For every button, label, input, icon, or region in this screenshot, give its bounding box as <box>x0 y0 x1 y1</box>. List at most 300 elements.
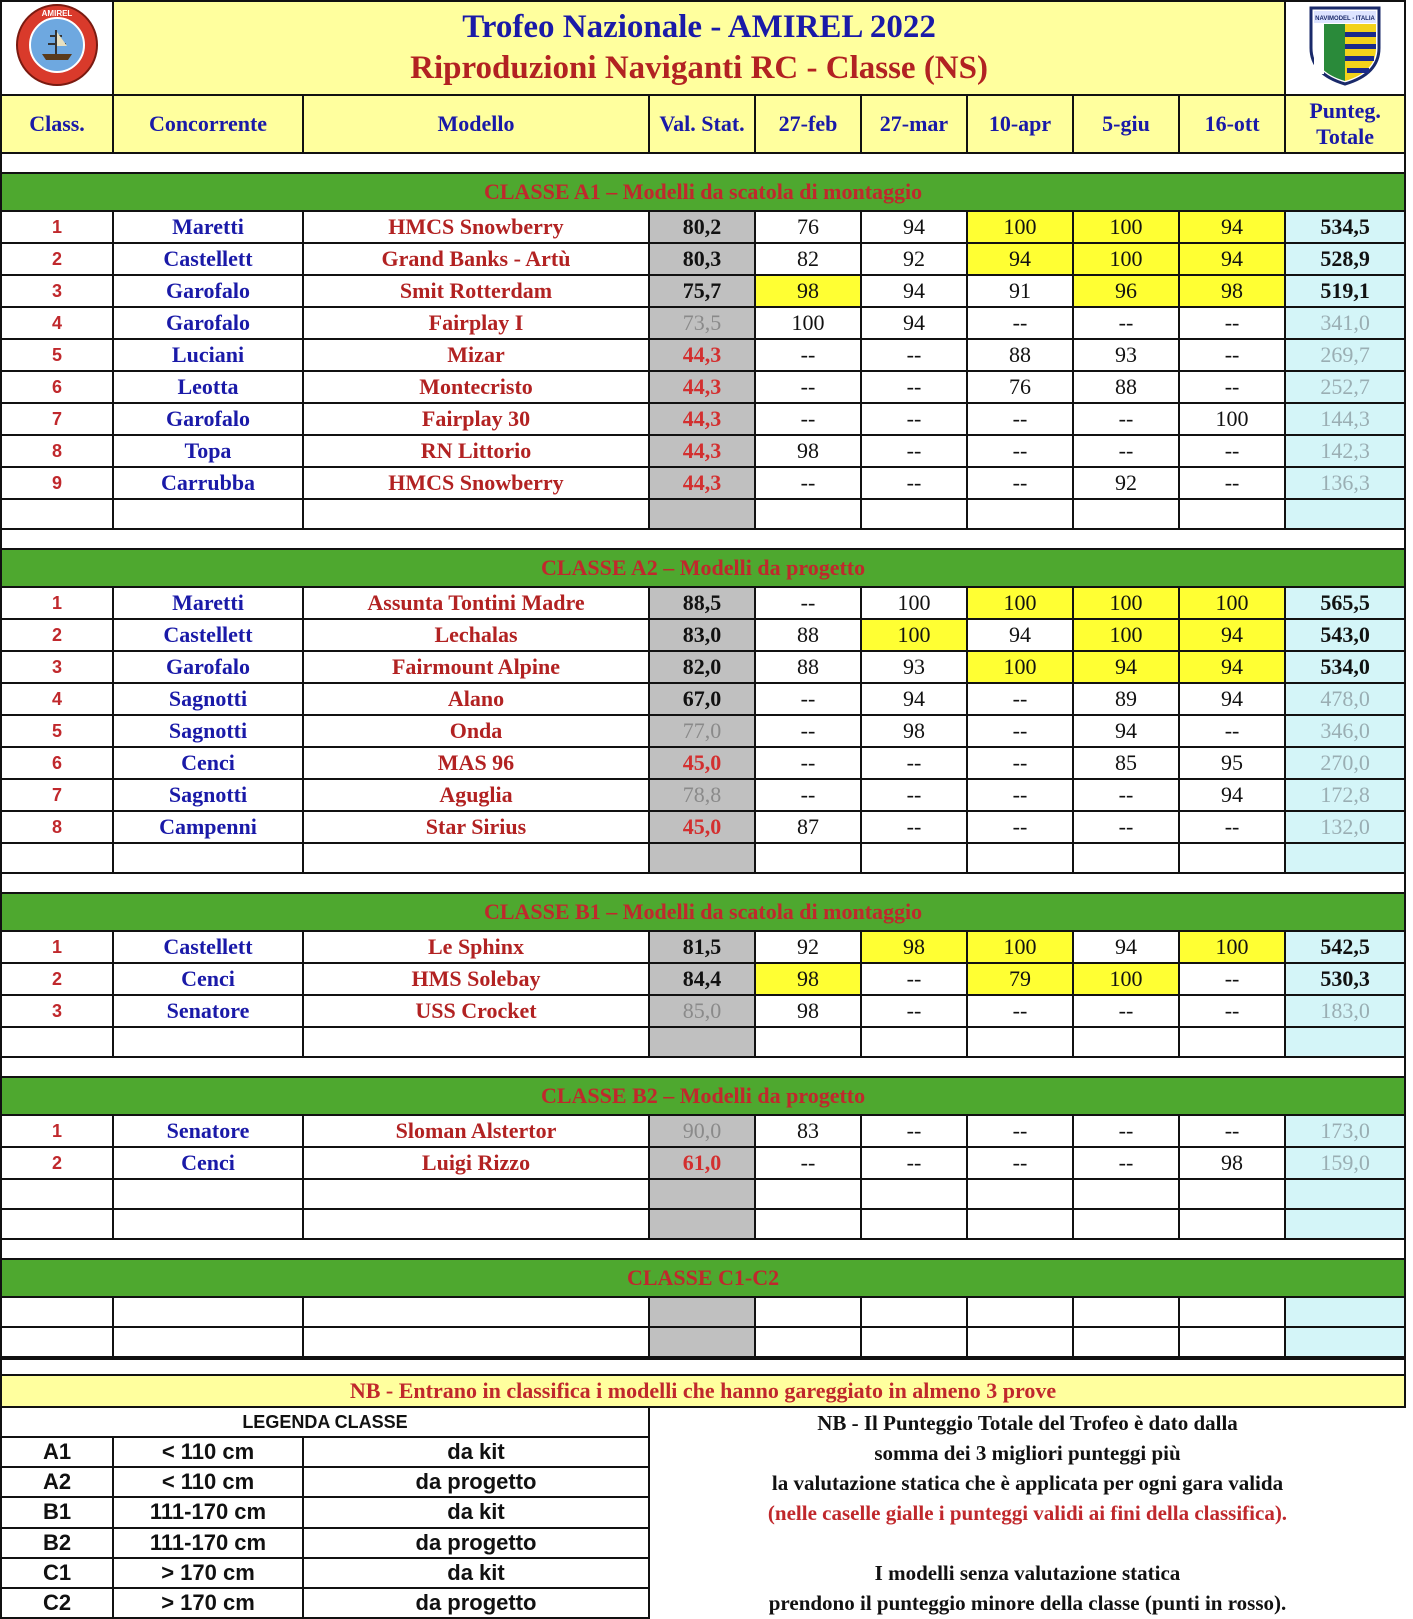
note-line: prendono il punteggio minore della classe (punti in rosso). <box>768 1591 1287 1615</box>
race-score-cell: -- <box>755 339 861 371</box>
empty-cell <box>1 843 113 873</box>
nb-banner: NB - Entrano in classifica i modelli che hanno gareggiato in almeno 3 prove <box>1 1375 1405 1407</box>
static-value-cell: 75,7 <box>649 275 755 307</box>
race-score-cell: -- <box>861 1115 967 1147</box>
race-score-cell: 96 <box>1073 275 1179 307</box>
race-score-cell: 100 <box>967 587 1073 619</box>
model-cell: Lechalas <box>303 619 649 651</box>
empty-cell <box>113 1209 303 1239</box>
legend-type: da progetto <box>303 1588 649 1618</box>
race-score-cell: -- <box>967 467 1073 499</box>
table-row <box>1 779 1405 811</box>
static-value-cell: 44,3 <box>649 435 755 467</box>
race-score-cell: 100 <box>861 619 967 651</box>
blank-row <box>1 1179 1405 1209</box>
blank-row <box>1 843 1405 873</box>
empty-cell <box>1 1179 113 1209</box>
empty-cell <box>861 1179 967 1209</box>
legend-class: C1 <box>1 1558 113 1588</box>
race-score-cell: 85 <box>1073 747 1179 779</box>
race-score-cell: 89 <box>1073 683 1179 715</box>
race-score-cell: -- <box>1179 339 1285 371</box>
race-score-cell: 94 <box>861 211 967 243</box>
empty-cell <box>1285 843 1405 873</box>
empty-cell <box>113 1179 303 1209</box>
race-score-cell: -- <box>967 435 1073 467</box>
section-gap <box>1 529 1405 549</box>
rank-cell: 2 <box>1 243 113 275</box>
empty-cell <box>1073 843 1179 873</box>
blank-row <box>1 1209 1405 1239</box>
empty-cell <box>861 1327 967 1357</box>
empty-cell <box>755 499 861 529</box>
race-score-cell: -- <box>861 747 967 779</box>
race-score-cell: -- <box>1073 995 1179 1027</box>
race-score-cell: -- <box>755 371 861 403</box>
total-score-cell: 159,0 <box>1285 1147 1405 1179</box>
competitor-cell: Castellett <box>113 931 303 963</box>
race-score-cell: -- <box>861 995 967 1027</box>
total-score-cell: 173,0 <box>1285 1115 1405 1147</box>
rank-cell: 6 <box>1 371 113 403</box>
legend-type: da kit <box>303 1437 649 1467</box>
static-value-cell: 80,2 <box>649 211 755 243</box>
rank-cell: 7 <box>1 779 113 811</box>
navimodel-text: NAVIMODEL - ITALIA <box>1315 16 1375 22</box>
empty-cell <box>755 843 861 873</box>
rank-cell: 1 <box>1 931 113 963</box>
empty-cell <box>861 1209 967 1239</box>
empty-cell <box>755 1209 861 1239</box>
total-score-cell: 565,5 <box>1285 587 1405 619</box>
static-value-cell: 88,5 <box>649 587 755 619</box>
race-score-cell: 94 <box>1179 619 1285 651</box>
competitor-cell: Cenci <box>113 1147 303 1179</box>
total-score-cell: 341,0 <box>1285 307 1405 339</box>
race-score-cell: 98 <box>1179 1147 1285 1179</box>
race-score-cell: -- <box>861 403 967 435</box>
legend-size: 111-170 cm <box>113 1497 303 1527</box>
race-score-cell: 100 <box>1179 403 1285 435</box>
rank-cell: 5 <box>1 715 113 747</box>
gap-cell <box>1 1239 1405 1259</box>
race-score-cell: -- <box>1179 307 1285 339</box>
table-row <box>1 467 1405 499</box>
empty-cell <box>1285 1327 1405 1357</box>
empty-cell <box>1073 1297 1179 1327</box>
empty-cell <box>303 1027 649 1057</box>
empty-cell <box>649 1027 755 1057</box>
empty-cell <box>1179 1209 1285 1239</box>
section-header <box>1 1077 1405 1115</box>
navimodel-shield-icon <box>1305 2 1385 88</box>
blank-row <box>1 1027 1405 1057</box>
model-cell: Fairplay 30 <box>303 403 649 435</box>
race-score-cell: -- <box>861 371 967 403</box>
notes-block <box>649 1407 1405 1618</box>
race-score-cell: -- <box>1179 1115 1285 1147</box>
table-row <box>1 963 1405 995</box>
rank-cell: 6 <box>1 747 113 779</box>
empty-cell <box>861 843 967 873</box>
race-score-cell: 100 <box>1073 963 1179 995</box>
race-score-cell: -- <box>1073 811 1179 843</box>
logo-text: AMIREL <box>41 9 73 18</box>
static-value-cell: 80,3 <box>649 243 755 275</box>
total-score-cell: 136,3 <box>1285 467 1405 499</box>
total-score-cell: 346,0 <box>1285 715 1405 747</box>
empty-cell <box>967 499 1073 529</box>
total-score-cell: 269,7 <box>1285 339 1405 371</box>
empty-cell <box>113 843 303 873</box>
race-score-cell: 98 <box>755 963 861 995</box>
table-row <box>1 587 1405 619</box>
rank-cell: 2 <box>1 619 113 651</box>
competitor-cell: Luciani <box>113 339 303 371</box>
rank-cell: 8 <box>1 435 113 467</box>
race-score-cell: 98 <box>861 931 967 963</box>
race-score-cell: -- <box>1073 779 1179 811</box>
rank-cell: 1 <box>1 211 113 243</box>
empty-cell <box>967 1027 1073 1057</box>
table-row <box>1 811 1405 843</box>
empty-cell <box>1073 1327 1179 1357</box>
race-score-cell: 98 <box>861 715 967 747</box>
legend-type: da progetto <box>303 1467 649 1497</box>
race-score-cell: -- <box>861 1147 967 1179</box>
empty-cell <box>303 843 649 873</box>
note-line: NB - Il Punteggio Totale del Trofeo è dato dalla <box>817 1411 1238 1435</box>
empty-cell <box>303 1297 649 1327</box>
race-score-cell: 93 <box>861 651 967 683</box>
empty-cell <box>861 499 967 529</box>
race-score-cell: -- <box>1179 467 1285 499</box>
legend-size: > 170 cm <box>113 1588 303 1618</box>
table-row <box>1 307 1405 339</box>
model-cell: HMCS Snowberry <box>303 211 649 243</box>
race-score-cell: -- <box>967 1147 1073 1179</box>
race-score-cell: 92 <box>755 931 861 963</box>
race-score-cell: 94 <box>861 307 967 339</box>
model-cell: HMCS Snowberry <box>303 467 649 499</box>
note-red-line: (nelle caselle gialle i punteggi validi ai fini della classifica). <box>767 1501 1288 1525</box>
race-score-cell: -- <box>755 683 861 715</box>
sub-title: Riproduzioni Naviganti RC - Classe (NS) <box>410 50 988 86</box>
section-title: CLASSE A2 – Modelli da progetto <box>1 549 1405 587</box>
empty-cell <box>1179 1179 1285 1209</box>
model-cell: Onda <box>303 715 649 747</box>
race-score-cell: 92 <box>1073 467 1179 499</box>
empty-cell <box>113 1327 303 1357</box>
competitor-cell: Carrubba <box>113 467 303 499</box>
race-score-cell: -- <box>967 715 1073 747</box>
blank-row <box>1 499 1405 529</box>
race-score-cell: 94 <box>967 619 1073 651</box>
empty-cell <box>1285 1179 1405 1209</box>
note-spacer <box>650 1528 1405 1558</box>
section-gap <box>1 1239 1405 1259</box>
race-score-cell: 100 <box>967 651 1073 683</box>
table-row <box>1 931 1405 963</box>
race-score-cell: -- <box>967 747 1073 779</box>
race-score-cell: -- <box>1179 811 1285 843</box>
race-score-cell: -- <box>861 779 967 811</box>
race-score-cell: 100 <box>967 211 1073 243</box>
model-cell: Luigi Rizzo <box>303 1147 649 1179</box>
static-value-cell: 61,0 <box>649 1147 755 1179</box>
race-score-cell: -- <box>967 683 1073 715</box>
total-score-cell: 132,0 <box>1285 811 1405 843</box>
race-score-cell: 100 <box>1073 587 1179 619</box>
gap-cell <box>1 873 1405 893</box>
table-row <box>1 747 1405 779</box>
table-row <box>1 715 1405 747</box>
model-cell: MAS 96 <box>303 747 649 779</box>
empty-cell <box>967 1327 1073 1357</box>
total-score-cell: 183,0 <box>1285 995 1405 1027</box>
gap-cell <box>1 1057 1405 1077</box>
race-score-cell: 94 <box>1073 715 1179 747</box>
table-row <box>1 619 1405 651</box>
column-header: Punteg. Totale <box>1285 95 1405 153</box>
race-score-cell: -- <box>1179 995 1285 1027</box>
note-line: somma dei 3 migliori punteggi più <box>874 1441 1181 1465</box>
static-value-cell: 44,3 <box>649 467 755 499</box>
race-score-cell: 100 <box>1073 243 1179 275</box>
competitor-cell: Sagnotti <box>113 715 303 747</box>
model-cell: Le Sphinx <box>303 931 649 963</box>
model-cell: Grand Banks - Artù <box>303 243 649 275</box>
empty-cell <box>1179 499 1285 529</box>
race-score-cell: -- <box>967 779 1073 811</box>
gap-cell <box>1 529 1405 549</box>
static-value-cell: 44,3 <box>649 339 755 371</box>
empty-cell <box>649 499 755 529</box>
competitor-cell: Castellett <box>113 243 303 275</box>
empty-cell <box>303 499 649 529</box>
total-score-cell: 252,7 <box>1285 371 1405 403</box>
legend-size: < 110 cm <box>113 1467 303 1497</box>
empty-cell <box>649 1297 755 1327</box>
total-score-cell: 144,3 <box>1285 403 1405 435</box>
section-title: CLASSE A1 – Modelli da scatola di montaggio <box>1 173 1405 211</box>
competitor-cell: Cenci <box>113 963 303 995</box>
column-header: Class. <box>1 95 113 153</box>
static-value-cell: 90,0 <box>649 1115 755 1147</box>
race-score-cell: 98 <box>755 275 861 307</box>
total-score-cell: 172,8 <box>1285 779 1405 811</box>
empty-cell <box>113 1027 303 1057</box>
empty-cell <box>649 1179 755 1209</box>
model-cell: Montecristo <box>303 371 649 403</box>
race-score-cell: -- <box>861 435 967 467</box>
legend-type: da kit <box>303 1497 649 1527</box>
race-score-cell: -- <box>1073 1147 1179 1179</box>
static-value-cell: 78,8 <box>649 779 755 811</box>
competitor-cell: Castellett <box>113 619 303 651</box>
legend-class: C2 <box>1 1588 113 1618</box>
legend-type: da kit <box>303 1558 649 1588</box>
empty-cell <box>1 1209 113 1239</box>
empty-cell <box>1179 1327 1285 1357</box>
static-value-cell: 45,0 <box>649 747 755 779</box>
static-value-cell: 45,0 <box>649 811 755 843</box>
race-score-cell: 91 <box>967 275 1073 307</box>
race-score-cell: 94 <box>1179 683 1285 715</box>
race-score-cell: -- <box>967 307 1073 339</box>
race-score-cell: 94 <box>1073 931 1179 963</box>
race-score-cell: 95 <box>1179 747 1285 779</box>
race-score-cell: 82 <box>755 243 861 275</box>
empty-cell <box>1 1327 113 1357</box>
empty-cell <box>1285 1209 1405 1239</box>
section-header <box>1 549 1405 587</box>
rank-cell: 7 <box>1 403 113 435</box>
table-row <box>1 371 1405 403</box>
race-score-cell: 100 <box>1179 931 1285 963</box>
legend-class: B1 <box>1 1497 113 1527</box>
competitor-cell: Cenci <box>113 747 303 779</box>
total-score-cell: 530,3 <box>1285 963 1405 995</box>
amirel-logo-icon <box>12 2 102 88</box>
competitor-cell: Garofalo <box>113 403 303 435</box>
model-cell: Star Sirius <box>303 811 649 843</box>
table-row <box>1 243 1405 275</box>
table-row <box>1 403 1405 435</box>
static-value-cell: 85,0 <box>649 995 755 1027</box>
rank-cell: 9 <box>1 467 113 499</box>
section-header <box>1 893 1405 931</box>
total-score-cell: 542,5 <box>1285 931 1405 963</box>
main-title: Trofeo Nazionale - AMIREL 2022 <box>462 9 936 45</box>
empty-cell <box>967 843 1073 873</box>
empty-cell <box>649 1327 755 1357</box>
empty-cell <box>649 1209 755 1239</box>
column-header: 10-apr <box>967 95 1073 153</box>
model-cell: Assunta Tontini Madre <box>303 587 649 619</box>
navimodel-logo <box>1285 1 1405 95</box>
rank-cell: 4 <box>1 307 113 339</box>
blank-row <box>1 1297 1405 1327</box>
race-score-cell: -- <box>1179 435 1285 467</box>
section-title: CLASSE B2 – Modelli da progetto <box>1 1077 1405 1115</box>
section-header <box>1 1259 1405 1297</box>
race-score-cell: 98 <box>755 435 861 467</box>
race-score-cell: -- <box>755 715 861 747</box>
empty-cell <box>1285 499 1405 529</box>
race-score-cell: 94 <box>967 243 1073 275</box>
rank-cell: 1 <box>1 1115 113 1147</box>
empty-cell <box>1285 1297 1405 1327</box>
table-row <box>1 275 1405 307</box>
race-score-cell: 94 <box>1179 243 1285 275</box>
section-gap <box>1 873 1405 893</box>
section-title: CLASSE C1-C2 <box>1 1259 1405 1297</box>
race-score-cell: -- <box>861 963 967 995</box>
race-score-cell: -- <box>1073 1115 1179 1147</box>
model-cell: Alano <box>303 683 649 715</box>
rank-cell: 3 <box>1 651 113 683</box>
legend-header-row <box>1 1407 1405 1437</box>
section-header <box>1 173 1405 211</box>
race-score-cell: -- <box>861 467 967 499</box>
column-header: 5-giu <box>1073 95 1179 153</box>
total-score-cell: 534,0 <box>1285 651 1405 683</box>
legend-title: LEGENDA CLASSE <box>1 1407 649 1437</box>
empty-cell <box>967 1209 1073 1239</box>
empty-cell <box>755 1327 861 1357</box>
total-score-cell: 142,3 <box>1285 435 1405 467</box>
rank-cell: 3 <box>1 275 113 307</box>
competitor-cell: Senatore <box>113 995 303 1027</box>
race-score-cell: 87 <box>755 811 861 843</box>
model-cell: RN Littorio <box>303 435 649 467</box>
static-value-cell: 84,4 <box>649 963 755 995</box>
race-score-cell: 76 <box>755 211 861 243</box>
total-score-cell: 528,9 <box>1285 243 1405 275</box>
table-row <box>1 1115 1405 1147</box>
header-row <box>1 95 1405 153</box>
section-gap <box>1 153 1405 173</box>
race-score-cell: 100 <box>1073 619 1179 651</box>
total-score-cell: 478,0 <box>1285 683 1405 715</box>
empty-cell <box>1 499 113 529</box>
table-row <box>1 651 1405 683</box>
race-score-cell: 100 <box>755 307 861 339</box>
empty-cell <box>1179 843 1285 873</box>
empty-cell <box>1179 1027 1285 1057</box>
empty-cell <box>113 499 303 529</box>
race-score-cell: -- <box>967 811 1073 843</box>
model-cell: HMS Solebay <box>303 963 649 995</box>
race-score-cell: 98 <box>755 995 861 1027</box>
race-score-cell: -- <box>861 339 967 371</box>
competitor-cell: Topa <box>113 435 303 467</box>
section-title: CLASSE B1 – Modelli da scatola di montaggio <box>1 893 1405 931</box>
race-score-cell: 88 <box>1073 371 1179 403</box>
empty-cell <box>303 1327 649 1357</box>
model-cell: Aguglia <box>303 779 649 811</box>
empty-cell <box>1073 1179 1179 1209</box>
column-header: Val. Stat. <box>649 95 755 153</box>
note-line: la valutazione statica che è applicata per ogni gara valida <box>771 1471 1284 1495</box>
empty-cell <box>755 1179 861 1209</box>
blank-row <box>1 1327 1405 1357</box>
race-score-cell: -- <box>755 779 861 811</box>
static-value-cell: 77,0 <box>649 715 755 747</box>
race-score-cell: 79 <box>967 963 1073 995</box>
race-score-cell: 83 <box>755 1115 861 1147</box>
empty-cell <box>1179 1297 1285 1327</box>
race-score-cell: -- <box>1179 715 1285 747</box>
static-value-cell: 81,5 <box>649 931 755 963</box>
model-cell: Smit Rotterdam <box>303 275 649 307</box>
empty-cell <box>967 1179 1073 1209</box>
legend-type: da progetto <box>303 1528 649 1558</box>
column-header: 16-ott <box>1179 95 1285 153</box>
legend-size: > 170 cm <box>113 1558 303 1588</box>
race-score-cell: 94 <box>861 683 967 715</box>
empty-cell <box>967 1297 1073 1327</box>
table-row <box>1 683 1405 715</box>
rank-cell: 4 <box>1 683 113 715</box>
race-score-cell: 92 <box>861 243 967 275</box>
static-value-cell: 44,3 <box>649 371 755 403</box>
model-cell: USS Crocket <box>303 995 649 1027</box>
empty-cell <box>303 1209 649 1239</box>
rank-cell: 5 <box>1 339 113 371</box>
race-score-cell: -- <box>1073 435 1179 467</box>
